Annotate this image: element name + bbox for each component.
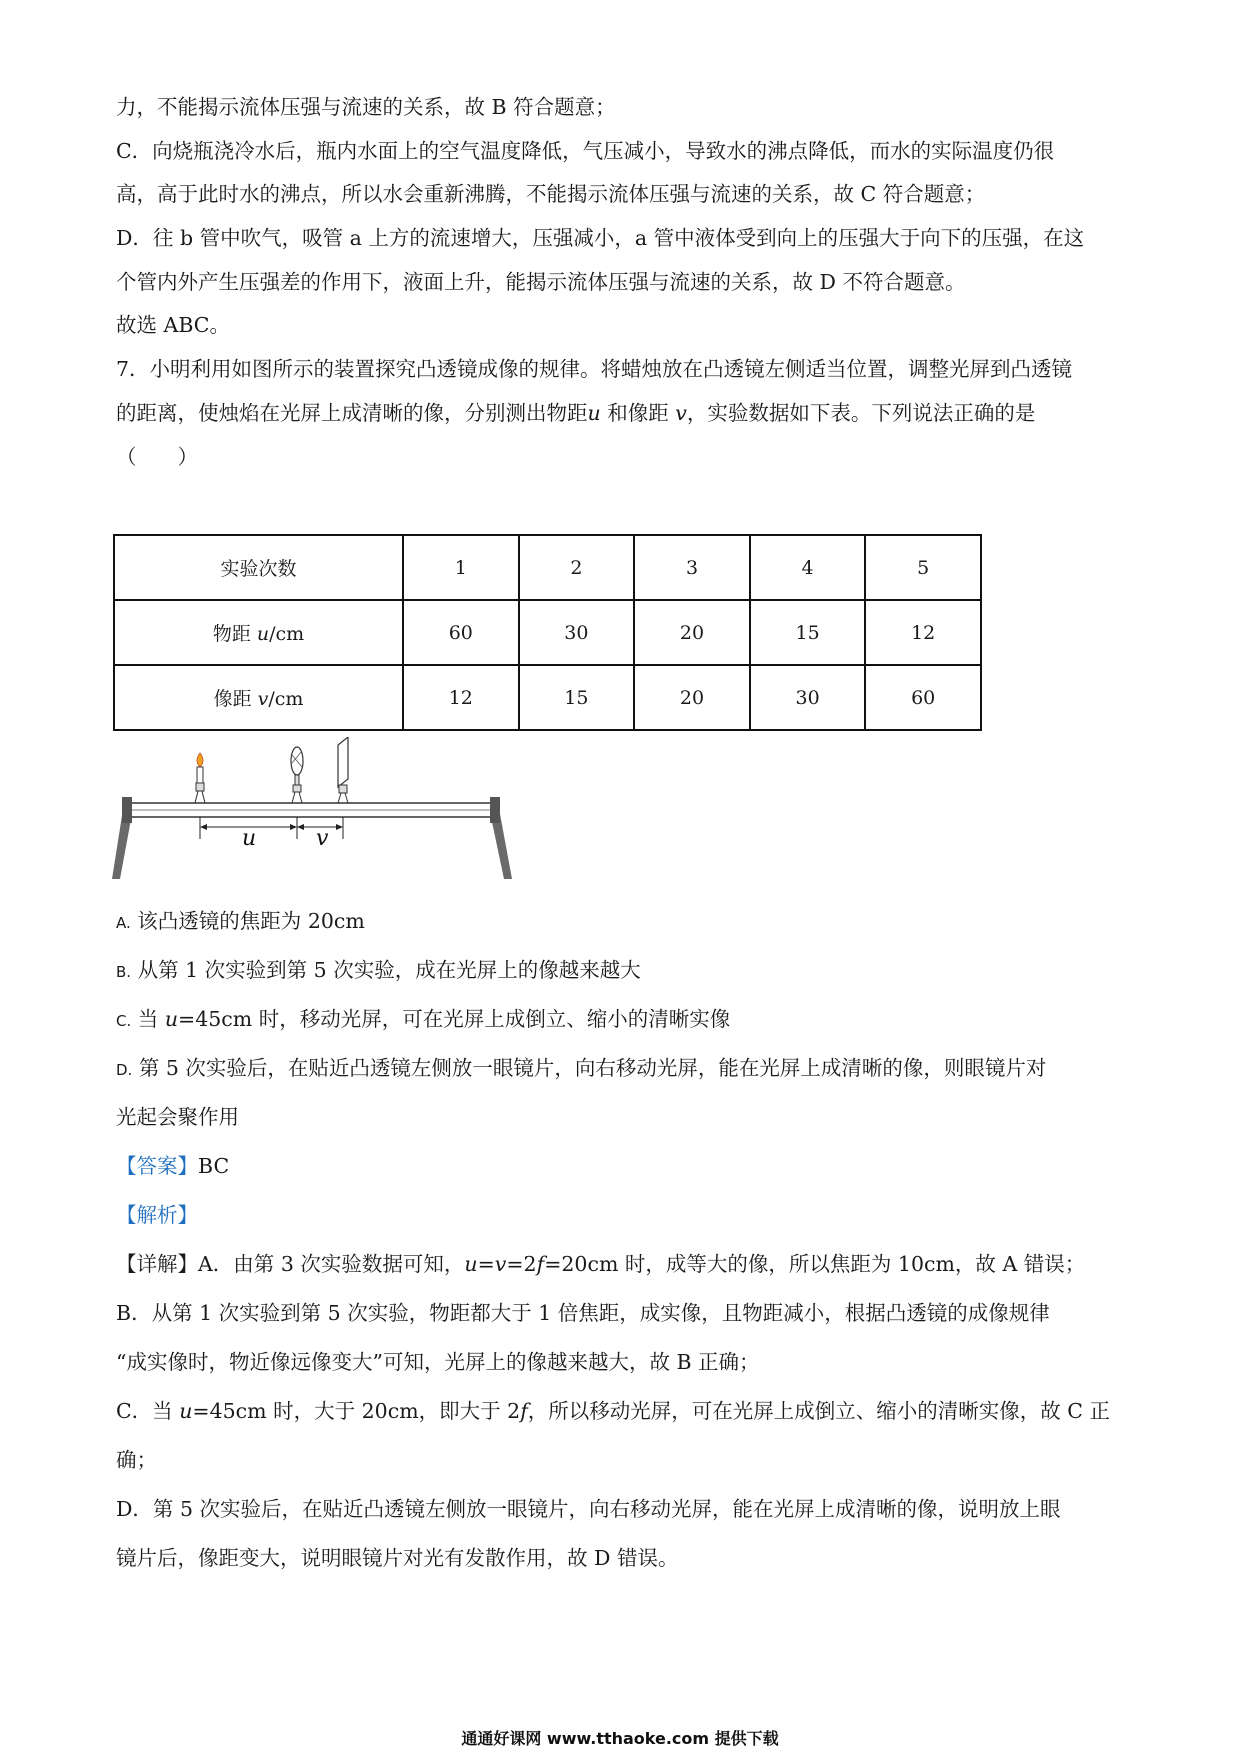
- text-line: 个管内外产生压强差的作用下，液面上升，能揭示流体压强与流速的关系，故 D 不符合题意。: [116, 270, 966, 294]
- table-row: [114, 600, 981, 665]
- table-cell: 5: [865, 535, 981, 600]
- row-label: 物距 u/cm: [114, 600, 403, 665]
- label-v: v: [316, 826, 329, 851]
- text-line: 力，不能揭示流体压强与流速的关系，故 B 符合题意；: [116, 95, 616, 119]
- table-cell: 30: [519, 600, 635, 665]
- convex-lens-icon: [291, 747, 303, 803]
- detail-b1: B．从第 1 次实验到第 5 次实验，物距都大于 1 倍焦距，成实像，且物距减小，根据凸透镜的成像规律: [116, 1301, 1050, 1325]
- table-cell: 12: [865, 600, 981, 665]
- option-c: C. 当 u=45cm 时，移动光屏，可在光屏上成倒立、缩小的清晰实像: [116, 1007, 731, 1031]
- table-cell: 60: [865, 665, 981, 730]
- bench-end-right: [490, 797, 500, 823]
- detail-b2: “成实像时，物近像远像变大”可知，光屏上的像越来越大，故 B 正确；: [116, 1350, 760, 1374]
- option-b: B. 从第 1 次实验到第 5 次实验，成在光屏上的像越来越大: [116, 958, 641, 982]
- label-u: u: [242, 826, 257, 851]
- question-stem: 的距离，使烛焰在光屏上成清晰的像，分别测出物距u 和像距 v，实验数据如下表。下列说法正确的是: [116, 401, 1036, 425]
- candle-icon: [195, 753, 205, 803]
- detail-d1: D．第 5 次实验后，在贴近凸透镜左侧放一眼镜片，向右移动光屏，能在光屏上成清晰的像，说明放上眼: [116, 1497, 1061, 1521]
- row-label: 像距 v/cm: [114, 665, 403, 730]
- text-line: 高，高于此时水的沸点，所以水会重新沸腾，不能揭示流体压强与流速的关系，故 C 符合题意；: [116, 182, 986, 206]
- table-row: [114, 665, 981, 730]
- text-line: C．向烧瓶浇冷水后，瓶内水面上的空气温度降低，气压减小，导致水的沸点降低，而水的实际温度仍很: [116, 139, 1055, 163]
- option-d: D. 第 5 次实验后，在贴近凸透镜左侧放一眼镜片，向右移动光屏，能在光屏上成清晰的像，则眼镜片对: [116, 1056, 1047, 1080]
- detail-a: 【详解】A．由第 3 次实验数据可知，u=v=2f=20cm 时，成等大的像，所以焦距为 10cm，故 A 错误；: [116, 1252, 1086, 1276]
- table-cell: 20: [634, 665, 750, 730]
- detail-c2: 确；: [116, 1448, 157, 1472]
- page-footer: 通通好课网 www.tthaoke.com 提供下载: [461, 1729, 779, 1748]
- option-d-cont: 光起会聚作用: [116, 1105, 239, 1129]
- table-cell: 15: [519, 665, 635, 730]
- data-table: [113, 534, 982, 731]
- option-a: A. 该凸透镜的焦距为 20cm: [116, 909, 365, 933]
- table-cell: 1: [403, 535, 519, 600]
- text-line: 故选 ABC。: [116, 313, 230, 337]
- table-cell: 30: [750, 665, 866, 730]
- table-cell: 60: [403, 600, 519, 665]
- table-cell: 20: [634, 600, 750, 665]
- optical-bench-figure: [112, 737, 512, 887]
- row-label: 实验次数: [114, 535, 403, 600]
- analysis-tag: 【解析】: [116, 1203, 198, 1227]
- question-stem: 7．小明利用如图所示的装置探究凸透镜成像的规律。将蜡烛放在凸透镜左侧适当位置，调整光屏到凸透镜: [116, 357, 1073, 381]
- table-cell: 2: [519, 535, 635, 600]
- table-cell: 15: [750, 600, 866, 665]
- detail-d2: 镜片后，像距变大，说明眼镜片对光有发散作用，故 D 错误。: [116, 1546, 679, 1570]
- light-screen-icon: [338, 737, 348, 803]
- bench-end-left: [122, 797, 132, 823]
- table-cell: 4: [750, 535, 866, 600]
- answer-line: 【答案】BC: [116, 1154, 230, 1178]
- table-cell: 3: [634, 535, 750, 600]
- text-line: D．往 b 管中吹气，吸管 a 上方的流速增大，压强减小，a 管中液体受到向上的压强大于向下的压强，在这: [116, 226, 1085, 250]
- question-blank: （ ）: [116, 445, 198, 469]
- detail-c1: C．当 u=45cm 时，大于 20cm，即大于 2f，所以移动光屏，可在光屏上成倒立、缩小的清晰实像，故 C 正: [116, 1399, 1110, 1423]
- answer-tag: 【答案】: [116, 1154, 198, 1178]
- table-row: [114, 535, 981, 600]
- table-cell: 12: [403, 665, 519, 730]
